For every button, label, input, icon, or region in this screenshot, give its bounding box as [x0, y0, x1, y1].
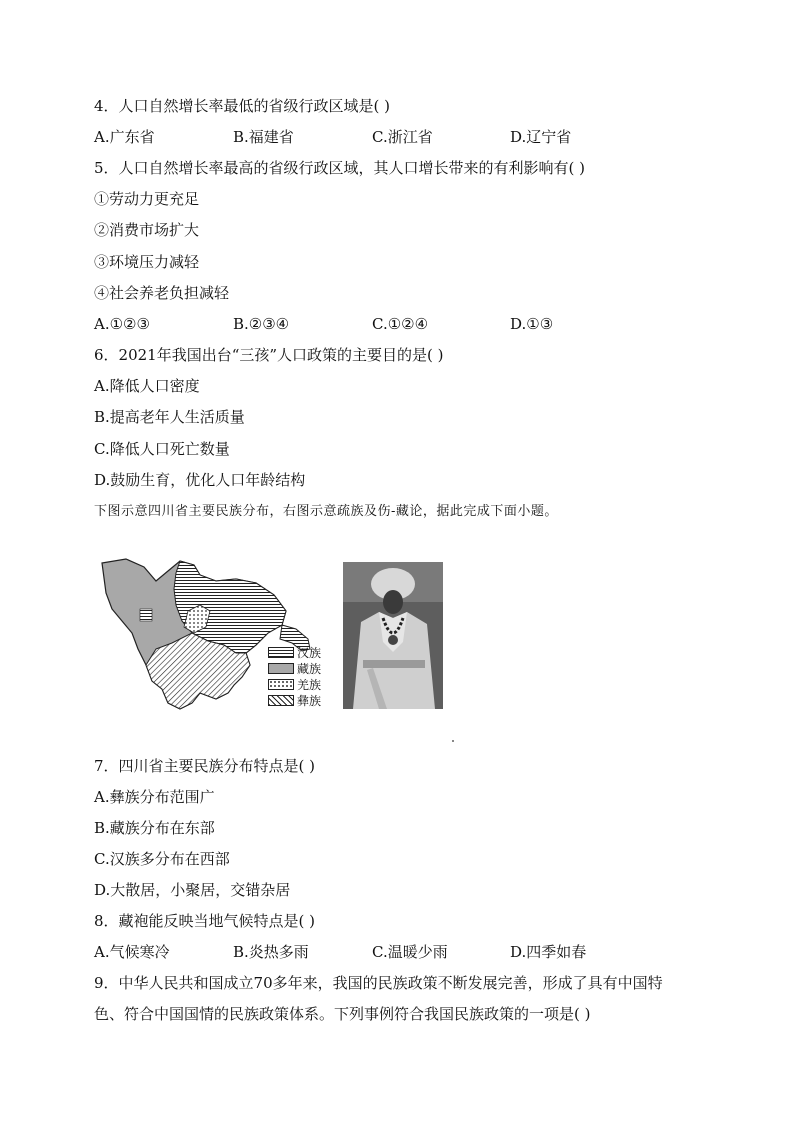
legend-zang-label: 藏族: [297, 661, 322, 676]
q5-item-3: ③环境压力减轻: [94, 253, 200, 271]
q6-option-b: B.提高老年人生活质量: [94, 408, 245, 426]
q7-option-c: C.汉族多分布在西部: [94, 850, 230, 868]
legend-han-label: 汉族: [297, 645, 322, 660]
q5-option-c: C.①②④: [372, 315, 429, 333]
map-legend: [268, 644, 321, 708]
q5-option-a: A.①②③: [94, 315, 150, 333]
han-enclave: [140, 609, 152, 621]
legend-yi: [268, 692, 321, 708]
legend-zang: [268, 660, 321, 676]
legend-zang-swatch: [268, 663, 294, 674]
q8-option-a: A.气候寒冷: [94, 943, 170, 961]
q6-option-c: C.降低人口死亡数量: [94, 440, 230, 458]
legend-yi-label: 彝族: [297, 693, 322, 708]
q5-item-2: ②消费市场扩大: [94, 221, 200, 239]
legend-han: [268, 644, 321, 660]
legend-qiang: [268, 676, 321, 692]
question-6-stem: 6．2021年我国出台“三孩”人口政策的主要目的是( ): [94, 346, 444, 364]
legend-qiang-swatch: [268, 679, 294, 690]
question-7-stem: 7．四川省主要民族分布特点是( ): [94, 757, 316, 775]
q4-option-d: D.辽宁省: [510, 128, 572, 146]
q5-item-4: ④社会养老负担减轻: [94, 284, 230, 302]
q5-item-1: ①劳动力更充足: [94, 190, 200, 208]
tibetan-robe-photo: [343, 562, 443, 709]
q8-option-d: D.四季如春: [510, 943, 587, 961]
question-5-stem: 5．人口自然增长率最高的省级行政区域，其人口增长带来的有利影响有( ): [94, 159, 586, 177]
q5-option-b: B.②③④: [233, 315, 290, 333]
q8-option-b: B.炎热多雨: [233, 943, 309, 961]
stray-mark: [452, 740, 454, 742]
q6-option-a: A.降低人口密度: [94, 377, 200, 395]
photo-svg: [343, 562, 443, 709]
q6-option-d: D.鼓励生育，优化人口年龄结构: [94, 471, 306, 489]
q8-option-c: C.温暖少雨: [372, 943, 448, 961]
q7-option-d: D.大散居，小聚居，交错杂居: [94, 881, 291, 899]
legend-han-swatch: [268, 647, 294, 658]
question-4-stem: 4．人口自然增长率最低的省级行政区域是( ): [94, 97, 391, 115]
q4-option-a: A.广东省: [94, 128, 155, 146]
q7-option-b: B.藏族分布在东部: [94, 819, 215, 837]
figure-intro: 下图示意四川省主要民族分布，右图示意疏族及伤-藏论，据此完成下面小题。: [94, 504, 558, 519]
q7-option-a: A.彝族分布范围广: [94, 788, 215, 806]
q5-option-d: D.①③: [510, 315, 554, 333]
legend-yi-swatch: [268, 695, 294, 706]
question-9-stem-line1: 9．中华人民共和国成立70多年来，我国的民族政策不断发展完善，形成了具有中国特: [94, 974, 663, 992]
question-9-stem-line2: 色、符合中国国情的民族政策体系。下列事例符合我国民族政策的一项是( ): [94, 1005, 591, 1023]
q4-option-b: B.福建省: [233, 128, 294, 146]
legend-qiang-label: 羌族: [297, 677, 322, 692]
q4-option-c: C.浙江省: [372, 128, 433, 146]
question-8-stem: 8．藏袍能反映当地气候特点是( ): [94, 912, 316, 930]
